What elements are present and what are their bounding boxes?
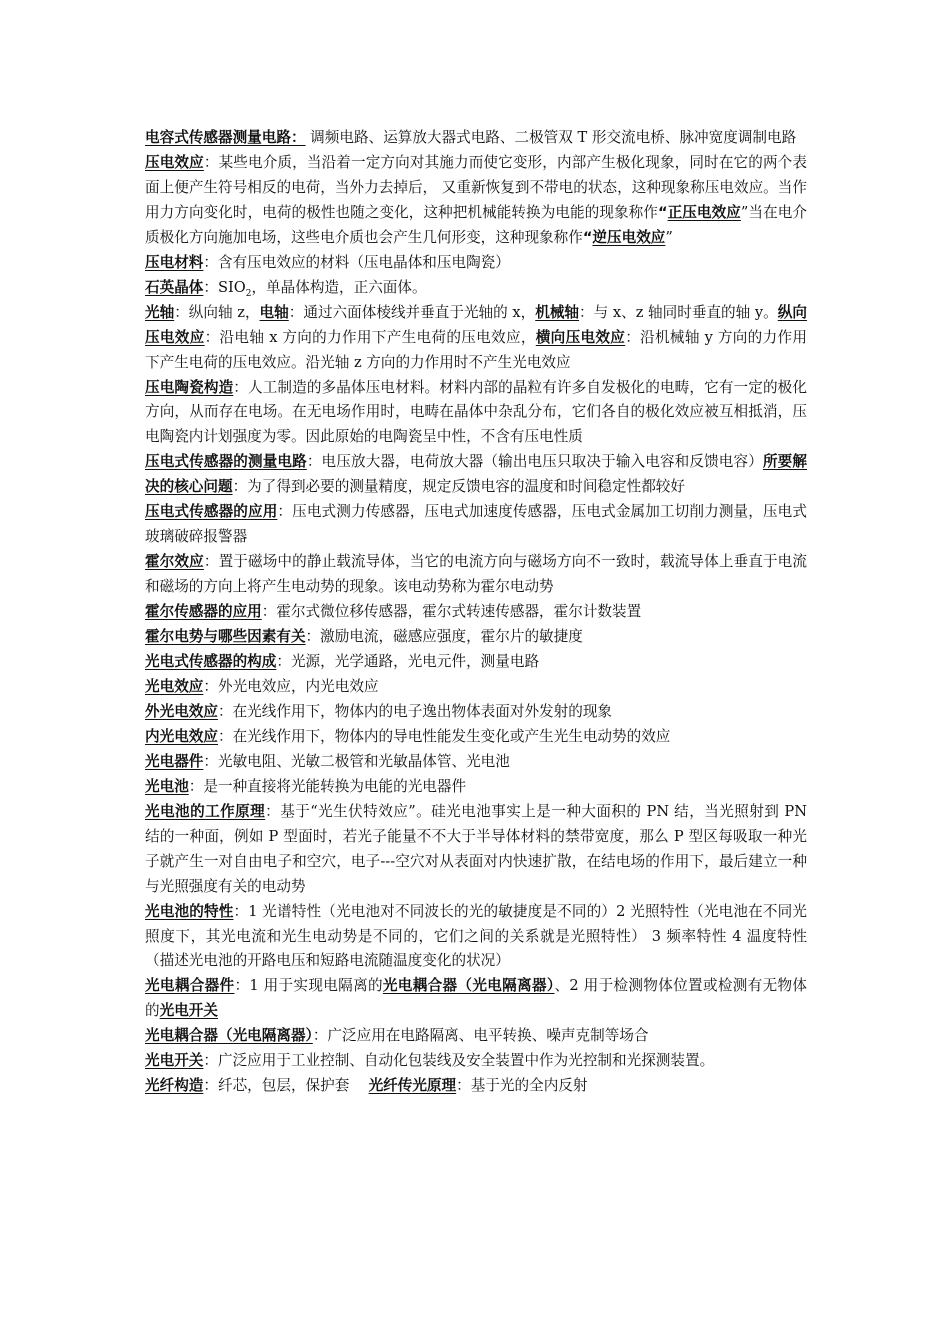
paragraph	[145, 450, 807, 500]
term-heading: 纵向压电效应	[145, 303, 807, 346]
body-text: ：某些电介质，当沿着一定方向对其施力而使它变形，内部产生极化现象，同时在它的两个表面上便产生符号相反的电荷，当外力去掉后， 又重新恢复到不带电的状态，这种现象称压电效应。当作用力方向变化时，电荷的极性也随之变化，这种把机械能转换为电能的现象称作	[145, 153, 807, 221]
body-text: ：广泛应用在电路隔离、电平转换、噪声克制等场合	[312, 1027, 649, 1045]
term-heading: 光电效应	[145, 677, 204, 695]
body-text: ：广泛应用于工业控制、自动化包装线及安全装置中作为光控制和光探测装置。	[203, 1052, 715, 1070]
term-heading: 光电池的特性	[145, 902, 234, 920]
body-text: ”	[665, 228, 673, 246]
body-text: ：光源，光学通路，光电元件，测量电路	[276, 653, 540, 671]
paragraph	[145, 151, 807, 251]
body-text: ：1 光谱特性（光电池对不同波长的光的敏捷度是不同的）2 光照特性（光电池在不同光照度下，其光电流和光生电动势是不同的，它们之间的关系就是光照特性） 3 频率特性 4 温度特性（描述光电池的开路电压和短路电流随温度变化的状况）	[145, 902, 807, 970]
paragraph	[145, 800, 807, 900]
paragraph	[145, 1024, 807, 1049]
paragraph	[145, 550, 807, 600]
term-heading: 光纤传光原理	[368, 1077, 457, 1095]
term-heading: 霍尔电势与哪些因素有关	[145, 628, 306, 646]
body-text: ：纵向轴 z，	[174, 303, 260, 321]
term-heading: 逆压电效应	[592, 228, 666, 246]
quote-mark: “	[582, 228, 593, 246]
body-text: ：通过六面体棱线并垂直于光轴的 x，	[288, 303, 536, 321]
term-heading: 霍尔效应	[145, 553, 204, 571]
term-heading: 光轴	[145, 303, 175, 321]
body-text: 、2 用于检测物体位置或检测有无物体的	[145, 977, 807, 1020]
body-text: ：1 用于实现电隔离的	[234, 977, 383, 995]
paragraph	[145, 700, 807, 725]
paragraph	[145, 1074, 807, 1099]
paragraph	[145, 1049, 807, 1074]
term-heading: 压电式传感器的应用	[145, 503, 278, 521]
body-text: ：含有压电效应的材料（压电晶体和压电陶瓷）	[203, 253, 510, 271]
body-text: ：在光线作用下，物体内的电子逸出物体表面对外发射的现象	[217, 702, 613, 720]
term-heading: 所要解决的核心问题	[145, 453, 807, 496]
term-heading: 光纤构造	[145, 1077, 204, 1095]
body-text: ：为了得到必要的测量精度，规定反馈电容的温度和时间稳定性都较好	[232, 478, 685, 496]
term-heading: 横向压电效应	[535, 328, 626, 346]
term-heading: 正压电效应	[667, 203, 741, 221]
paragraph	[145, 974, 807, 1024]
term-heading: 光电式传感器的构成	[145, 653, 277, 671]
body-text: ：纤芯，包层，保护套	[203, 1077, 369, 1095]
body-text: ：压电式测力传感器，压电式加速度传感器，压电式金属加工切削力测量，压电式玻璃破碎报警器	[145, 503, 807, 546]
body-text: ：SIO	[203, 278, 246, 296]
body-text: ”当在电介质极化方向施加电场，这些电介质也会产生几何形变，这种现象称作	[145, 203, 807, 246]
body-text: ：外光电效应，内光电效应	[203, 677, 379, 695]
paragraph	[145, 276, 807, 301]
paragraph	[145, 251, 807, 276]
body-text: ：基于光的全内反射	[456, 1077, 588, 1095]
term-heading: 光电耦合器（光电隔离器）	[145, 1027, 313, 1045]
document-body	[145, 126, 807, 1099]
paragraph	[145, 625, 807, 650]
body-text: ：置于磁场中的静止载流导体，当它的电流方向与磁场方向不一致时，载流导体上垂直于电流和磁场的方向上将产生电动势的现象。该电动势称为霍尔电动势	[145, 553, 807, 596]
paragraph	[145, 301, 807, 376]
body-text: ：霍尔式微位移传感器，霍尔式转速传感器，霍尔计数装置	[261, 603, 642, 621]
body-text: ：电压放大器，电荷放大器（输出电压只取决于输入电容和反馈电容）	[306, 453, 763, 471]
term-heading: 电轴	[259, 303, 289, 321]
body-text: ：光敏电阻、光敏二极管和光敏晶体管、光电池	[203, 752, 510, 770]
term-heading: 外光电效应	[145, 702, 218, 720]
term-heading: 霍尔传感器的应用	[145, 603, 262, 621]
paragraph	[145, 126, 807, 151]
body-text: ：人工制造的多晶体压电材料。材料内部的晶粒有许多自发极化的电畴，它有一定的极化方向，从而存在电场。在无电场作用时，电畴在晶体中杂乱分布，它们各自的极化效应被互相抵消，压电陶瓷内计划强度为零。因此原始的电陶瓷呈中性，不含有压电性质	[145, 378, 807, 446]
quote-mark: “	[657, 203, 668, 221]
body-text: ：基于“光生伏特效应”。硅光电池事实上是一种大面积的 PN 结，当光照射到 PN 结的一种面，例如 P 型面时，若光子能量不不大于半导体材料的禁带宽度，那么 P 型区每吸取一种光子就产生一对自由电子和空穴，电子---空穴对从表面对内快速扩散，在结电场的作用下，最后建立一种与光照强度有关的电动势	[145, 802, 807, 895]
term-heading: 光电开关	[145, 1052, 204, 1070]
term-heading: 光电耦合器件	[145, 977, 235, 995]
body-text: ：在光线作用下，物体内的导电性能发生变化或产生光生电动势的效应	[217, 727, 671, 745]
paragraph	[145, 650, 807, 675]
paragraph	[145, 675, 807, 700]
paragraph	[145, 600, 807, 625]
body-text: ：沿电轴 x 方向的力作用下产生电荷的压电效应，	[204, 328, 536, 346]
term-heading: 压电式传感器的测量电路	[145, 453, 307, 471]
term-heading: 电容式传感器测量电路：	[145, 129, 306, 146]
term-heading: 光电耦合器（光电隔离器）	[382, 977, 555, 995]
paragraph	[145, 500, 807, 550]
term-heading: 光电池的工作原理	[145, 802, 266, 820]
term-heading: 光电池	[145, 777, 189, 795]
body-text: ：是一种直接将光能转换为电能的光电器件	[188, 777, 467, 795]
paragraph	[145, 750, 807, 775]
term-heading: 光电器件	[145, 752, 204, 770]
paragraph	[145, 725, 807, 750]
body-text: ：与 x、z 轴同时垂直的轴 y。	[579, 303, 778, 321]
body-text: 调频电路、运算放大器式电路、二极管双 T 形交流电桥、脉冲宽度调制电路	[305, 129, 797, 146]
paragraph	[145, 775, 807, 800]
term-heading: 压电效应	[145, 153, 204, 171]
term-heading: 机械轴	[535, 303, 580, 321]
body-text: ：沿机械轴 y 方向的力作用下产生电荷的压电效应。沿光轴 z 方向的力作用时不产生光电效应	[145, 328, 807, 371]
term-heading: 内光电效应	[145, 727, 218, 745]
term-heading: 石英晶体	[145, 278, 204, 296]
term-heading: 压电材料	[145, 253, 204, 271]
term-heading: 光电开关	[159, 1002, 218, 1020]
subscript: 2	[245, 288, 252, 299]
paragraph	[145, 900, 807, 975]
term-heading: 压电陶瓷构造	[145, 378, 234, 396]
body-text: ，单晶体构造，正六面体。	[251, 278, 427, 296]
paragraph	[145, 376, 807, 451]
body-text: ：激励电流，磁感应强度，霍尔片的敏捷度	[305, 628, 583, 646]
